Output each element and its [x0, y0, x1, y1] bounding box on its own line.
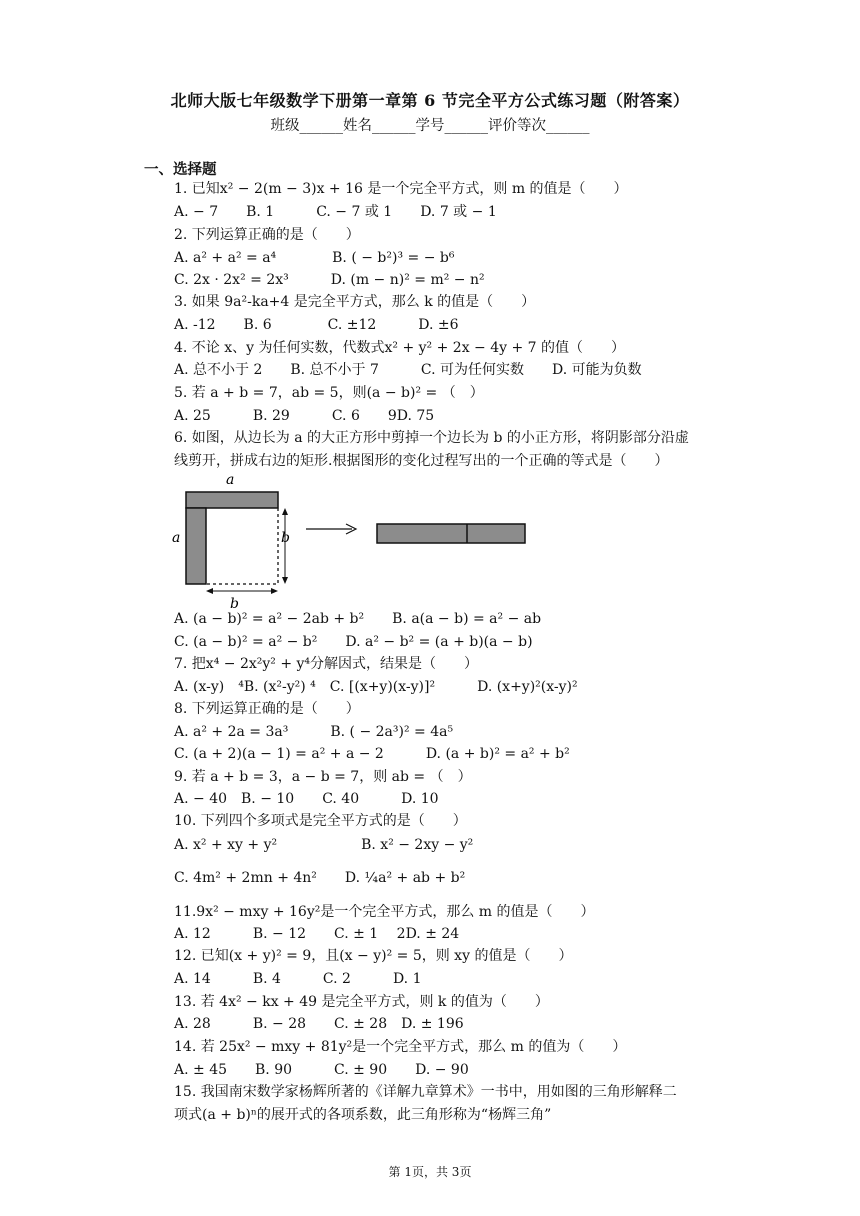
question-3: 3. 如果 9a²-ka+4 是完全平方式，那么 k 的值是（ ） — [174, 294, 536, 310]
question-13-options: A. 28 B. − 28 C. ± 28 D. ± 196 — [174, 1016, 464, 1032]
question-8-options-cd: C. (a + 2)(a − 1) = a² + a − 2 D. (a + b)² = a² + b² — [174, 746, 570, 762]
removed-square-outline — [206, 508, 278, 584]
question-15-line-2: 项式(a + b)ⁿ的展开式的各项系数，此三角形称为“杨辉三角” — [174, 1107, 552, 1123]
page-title: 北师大版七年级数学下册第一章第 6 节完全平方公式练习题（附答案） — [170, 91, 690, 110]
question-12: 12. 已知(x + y)² = 9，且(x − y)² = 5，则 xy 的值是（ ） — [174, 948, 573, 964]
label-a-top: a — [226, 472, 235, 488]
question-5-options: A. 25 B. 29 C. 6 9D. 75 — [174, 408, 435, 424]
page-footer: 第 1页，共 3页 — [388, 1165, 472, 1179]
square-cut-figure — [168, 470, 538, 610]
question-3-options: A. -12 B. 6 C. ±12 D. ±6 — [174, 317, 459, 333]
question-9-options: A. − 40 B. − 10 C. 40 D. 10 — [174, 791, 439, 807]
question-2: 2. 下列运算正确的是（ ） — [174, 227, 360, 243]
question-8-options-ab: A. a² + 2a = 3a³ B. ( − 2a³)² = 4a⁵ — [174, 724, 454, 740]
question-5: 5. 若 a + b = 7，ab = 5，则(a − b)² = （ ） — [174, 385, 484, 401]
question-11: 11.9x² − mxy + 16y²是一个完全平方式，那么 m 的值是（ ） — [174, 904, 595, 920]
result-rectangle — [377, 524, 525, 543]
question-2-options-cd: C. 2x · 2x² = 2x³ D. (m − n)² = m² − n² — [174, 272, 485, 288]
arrow-left-icon — [206, 588, 213, 594]
question-4: 4. 不论 x、y 为任何实数，代数式x² + y² + 2x − 4y + 7 的值（ ） — [174, 340, 626, 356]
question-14-options: A. ± 45 B. 90 C. ± 90 D. − 90 — [174, 1062, 469, 1078]
question-1-options: A. − 7 B. 1 C. − 7 或 1 D. 7 或 − 1 — [174, 204, 497, 220]
question-7: 7. 把x⁴ − 2x²y² + y⁴分解因式，结果是（ ） — [174, 656, 479, 672]
label-b-right: b — [281, 530, 290, 546]
question-13: 13. 若 4x² − kx + 49 是完全平方式，则 k 的值为（ ） — [174, 994, 549, 1010]
question-6-options-cd: C. (a − b)² = a² − b² D. a² − b² = (a + b)(a − b) — [174, 634, 533, 650]
arrow-right-icon — [271, 588, 278, 594]
question-11-options: A. 12 B. − 12 C. ± 1 2D. ± 24 — [174, 926, 460, 942]
question-2-options-ab: A. a² + a² = a⁴ B. ( − b²)³ = − b⁶ — [174, 250, 455, 266]
arrow-down-icon — [282, 577, 288, 584]
arrow-up-icon — [282, 508, 288, 515]
question-15-line-1: 15. 我国南宋数学家杨辉所著的《详解九章算术》一书中，用如图的三角形解释二 — [174, 1084, 677, 1100]
question-8: 8. 下列运算正确的是（ ） — [174, 701, 360, 717]
question-7-options: A. (x-y) ⁴B. (x²-y²) ⁴ C. [(x+y)(x-y)]² D. (x+y)²(x-y)² — [174, 679, 578, 695]
shaded-top-strip — [186, 492, 278, 508]
section-heading: 一、选择题 — [144, 161, 217, 178]
shaded-left-strip — [186, 508, 206, 584]
question-6-line-1: 6. 如图，从边长为 a 的大正方形中剪掉一个边长为 b 的小正方形，将阴影部分沿虚 — [174, 430, 689, 446]
question-12-options: A. 14 B. 4 C. 2 D. 1 — [174, 971, 422, 987]
question-4-options: A. 总不小于 2 B. 总不小于 7 C. 可为任何实数 D. 可能为负数 — [174, 362, 642, 378]
question-6-options-ab: A. (a − b)² = a² − 2ab + b² B. a(a − b) = a² − ab — [174, 611, 542, 627]
question-9: 9. 若 a + b = 3，a − b = 7，则 ab = （ ） — [174, 769, 472, 785]
question-6-line-2: 线剪开，拼成右边的矩形.根据图形的变化过程写出的一个正确的等式是（ ） — [174, 453, 669, 469]
question-14: 14. 若 25x² − mxy + 81y²是一个完全平方式，那么 m 的值为（ ） — [174, 1039, 627, 1055]
question-10-options-cd: C. 4m² + 2mn + 4n² D. ¼a² + ab + b² — [174, 870, 466, 886]
question-10: 10. 下列四个多项式是完全平方式的是（ ） — [174, 813, 467, 829]
question-10-options-ab: A. x² + xy + y² B. x² − 2xy − y² — [174, 837, 474, 853]
student-info-line: 班级______姓名______学号______评价等次______ — [270, 118, 590, 134]
label-a-left: a — [172, 530, 181, 546]
label-b-bottom: b — [230, 596, 239, 610]
question-1: 1. 已知x² − 2(m − 3)x + 16 是一个完全平方式，则 m 的值是（ ） — [174, 181, 628, 197]
